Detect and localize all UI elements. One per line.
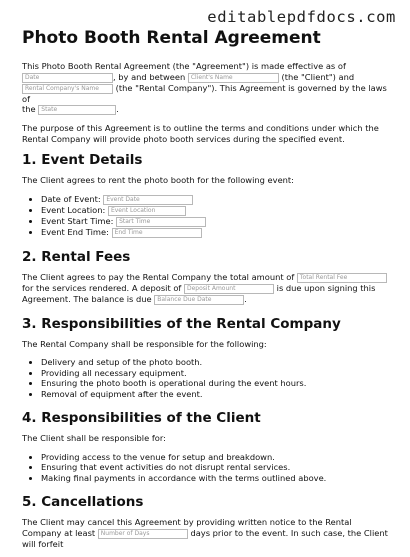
balance-due-date-field[interactable]: Balance Due Date: [154, 295, 244, 305]
cancellations-paragraph: [22, 517, 392, 549]
total-fee-field[interactable]: Total Rental Fee: [297, 273, 387, 283]
cancel-text-2: days prior to the event. In such case, the Client will forfeit: [22, 527, 388, 549]
start-time-field[interactable]: Start Time: [116, 217, 206, 227]
client-name-field[interactable]: Client's Name: [188, 73, 279, 83]
event-location-field[interactable]: Event Location: [108, 206, 186, 216]
intro-text-6: .: [116, 104, 119, 114]
intro-text-2: , by and between: [113, 71, 186, 82]
list-item: [41, 216, 392, 227]
purpose-paragraph: The purpose of this Agreement is to outline the terms and conditions under which the Rental Company will provide photo booth services during the specified event.: [22, 123, 379, 144]
section-2-heading: 2. Rental Fees: [22, 248, 131, 265]
list-item: [41, 227, 392, 238]
section-3-heading: 3. Responsibilities of the Rental Company: [22, 315, 341, 332]
section-5-heading: 5. Cancellations: [22, 494, 144, 510]
start-time-label: Event Start Time:: [41, 215, 114, 226]
list-item: • Ensuring that event activities do not disrupt rental services.: [41, 462, 392, 473]
intro-text-4: (the "Rental Company"). This Agreement is governed by the laws of: [22, 82, 387, 104]
intro-paragraph: [22, 61, 392, 115]
fees-text-4: .: [244, 293, 247, 304]
event-location-label: Event Location:: [41, 204, 106, 215]
deposit-amount-field[interactable]: Deposit Amount: [184, 284, 274, 294]
fees-text-2: for the services rendered. A deposit of: [22, 282, 182, 293]
section-4-heading: 4. Responsibilities of the Client: [22, 410, 261, 426]
event-date-label: Date of Event:: [41, 193, 101, 204]
section-1-heading: 1. Event Details: [22, 152, 143, 168]
event-details-list: [22, 194, 392, 238]
intro-text-1: This Photo Booth Rental Agreement (the "Agreement") is made effective as of: [22, 61, 346, 71]
date-field[interactable]: Date: [22, 73, 113, 83]
client-responsibilities-list: [22, 452, 392, 484]
cancel-text-1: The Client may cancel this Agreement by providing written notice to the Rental Company at least: [22, 517, 352, 538]
document-title: Photo Booth Rental Agreement: [22, 28, 321, 48]
section-4-lead: The Client shall be responsible for:: [22, 433, 166, 443]
state-field[interactable]: State: [38, 105, 116, 115]
site-brand: editablepdfdocs.com: [207, 8, 396, 26]
rental-fees-paragraph: [22, 272, 392, 305]
list-item: • Providing all necessary equipment.: [41, 368, 392, 379]
list-item: • Providing access to the venue for setup and breakdown.: [41, 452, 392, 463]
section-3-lead: The Rental Company shall be responsible for the following:: [22, 338, 267, 349]
number-of-days-field[interactable]: Number of Days: [98, 529, 188, 539]
list-item: • Ensuring the photo booth is operational during the event hours.: [41, 378, 392, 389]
intro-text-5: the: [22, 104, 36, 114]
fees-text-1: The Client agrees to pay the Rental Company the total amount of: [22, 271, 295, 282]
event-date-field[interactable]: Event Date: [103, 195, 193, 205]
section-1-lead: The Client agrees to rent the photo booth for the following event:: [22, 175, 294, 185]
intro-text-3: (the "Client") and: [281, 71, 355, 82]
list-item: • Removal of equipment after the event.: [41, 389, 392, 400]
company-responsibilities-list: [22, 357, 392, 399]
end-time-field[interactable]: End Time: [112, 228, 202, 238]
list-item: [41, 194, 392, 205]
fees-text-3: is due upon signing this Agreement. The balance is due: [22, 282, 376, 304]
list-item: • Making final payments in accordance with the terms outlined above.: [41, 473, 392, 484]
list-item: • Delivery and setup of the photo booth.: [41, 357, 392, 368]
list-item: [41, 205, 392, 216]
company-name-field[interactable]: Rental Company's Name: [22, 84, 113, 94]
agreement-document: [22, 28, 392, 557]
end-time-label: Event End Time:: [41, 226, 109, 237]
